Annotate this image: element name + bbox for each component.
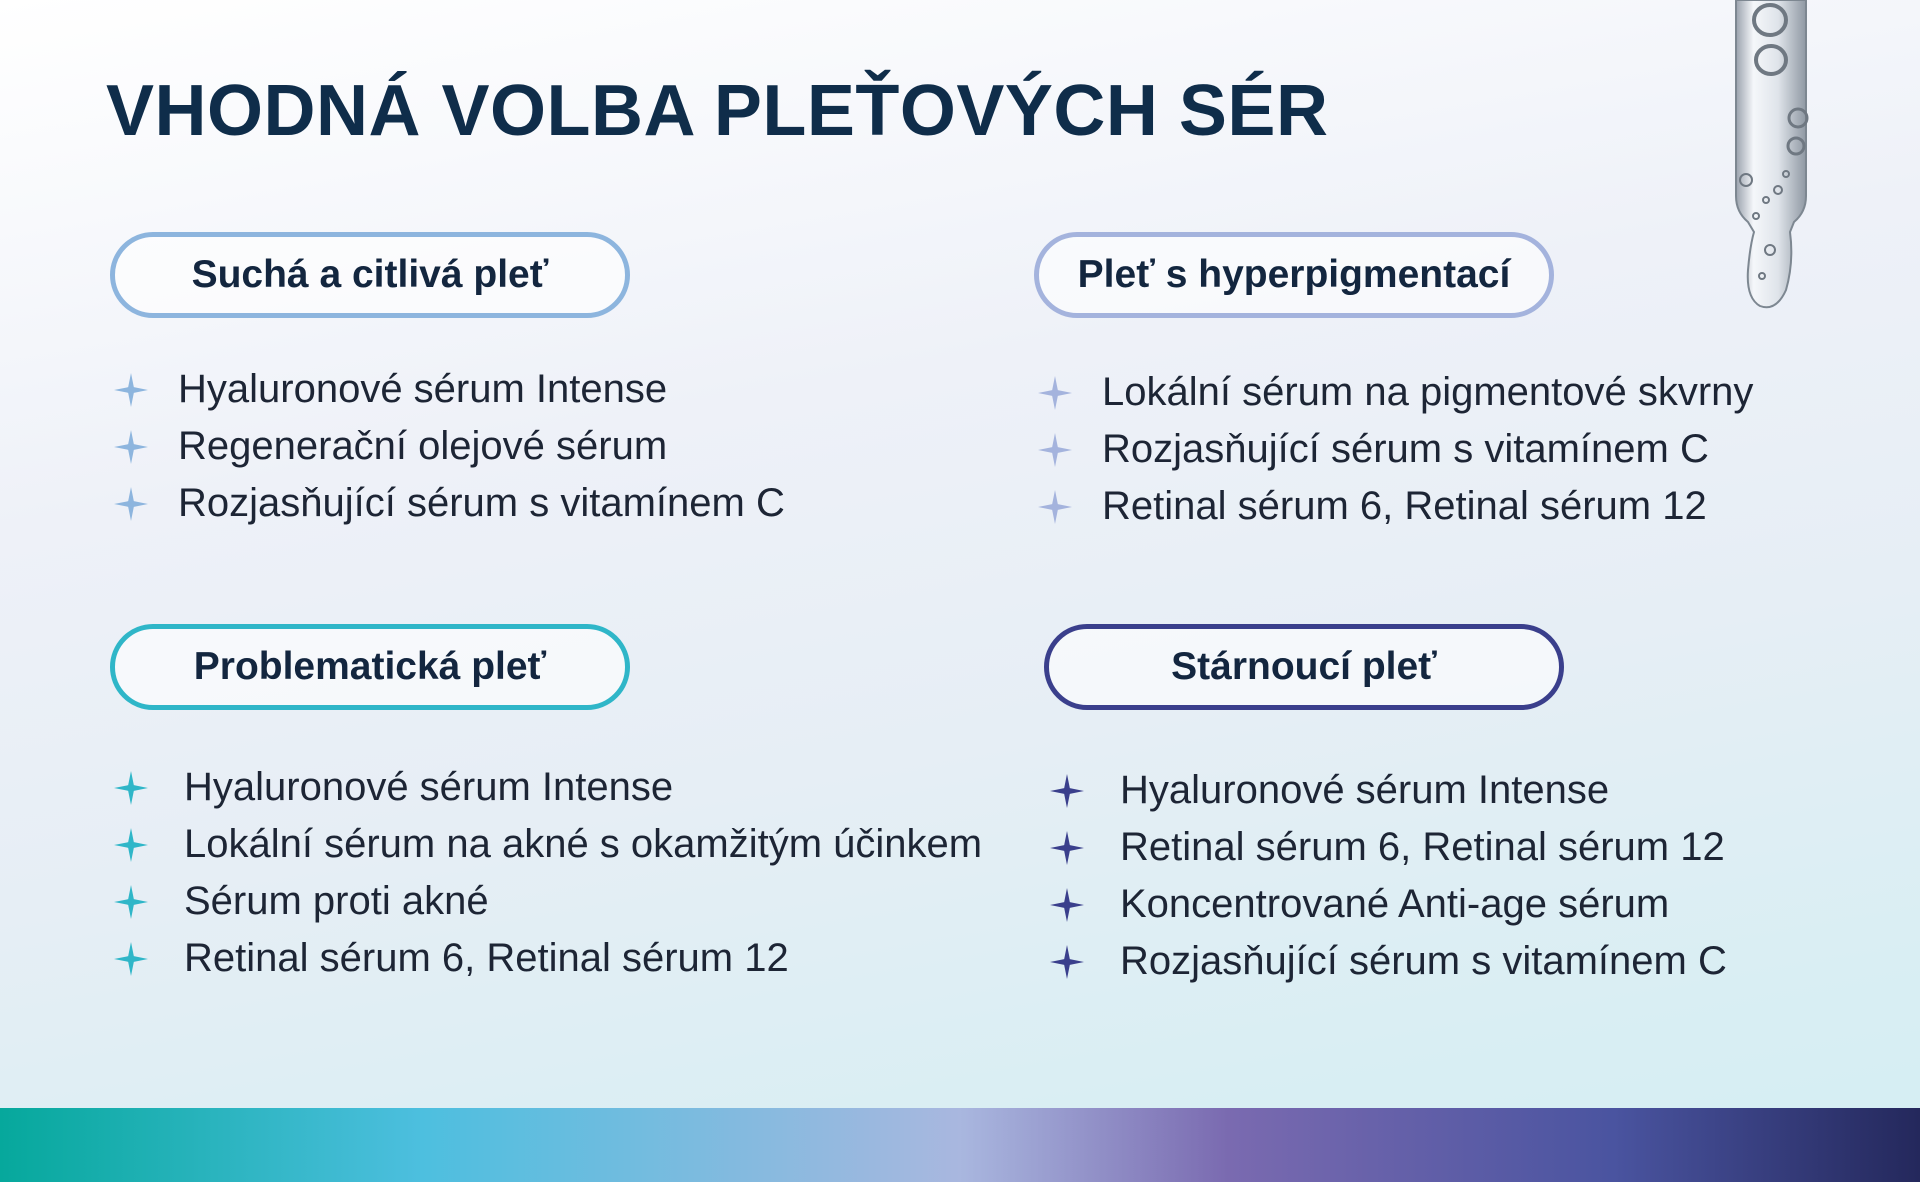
list-item: Lokální sérum na akné s okamžitým účinkem — [114, 816, 982, 873]
list-problematic-skin — [114, 759, 982, 987]
heading-problematic-skin: Problematická pleť — [110, 624, 630, 710]
sparkle-star-icon — [1038, 376, 1072, 410]
list-item: Retinal sérum 6, Retinal sérum 12 — [114, 930, 982, 987]
sparkle-star-icon — [1038, 490, 1072, 524]
list-item: Hyaluronové sérum Intense — [114, 759, 982, 816]
list-item: Rozjasňující sérum s vitamínem C — [114, 475, 785, 532]
list-item: Koncentrované Anti-age sérum — [1050, 876, 1727, 933]
list-item: Retinal sérum 6, Retinal sérum 12 — [1038, 478, 1753, 535]
sparkle-star-icon — [114, 828, 148, 862]
sparkle-star-icon — [114, 487, 148, 521]
sparkle-star-icon — [1050, 945, 1084, 979]
heading-hyperpigmentation-skin: Pleť s hyperpigmentací — [1034, 232, 1554, 318]
page-title: VHODNÁ VOLBA PLEŤOVÝCH SÉR — [106, 71, 1329, 151]
list-dry-sensitive-skin — [114, 361, 785, 532]
list-item: Lokální sérum na pigmentové skvrny — [1038, 364, 1753, 421]
sparkle-star-icon — [114, 942, 148, 976]
list-item: Retinal sérum 6, Retinal sérum 12 — [1050, 819, 1727, 876]
gradient-footer-bar — [0, 1108, 1920, 1182]
list-item: Regenerační olejové sérum — [114, 418, 785, 475]
sparkle-star-icon — [1050, 774, 1084, 808]
list-item: Hyaluronové sérum Intense — [1050, 762, 1727, 819]
heading-aging-skin: Stárnoucí pleť — [1044, 624, 1564, 710]
list-item: Rozjasňující sérum s vitamínem C — [1038, 421, 1753, 478]
sparkle-star-icon — [114, 373, 148, 407]
list-item: Sérum proti akné — [114, 873, 982, 930]
list-aging-skin — [1050, 762, 1727, 990]
heading-dry-sensitive-skin: Suchá a citlivá pleť — [110, 232, 630, 318]
serum-dropper-icon — [1726, 0, 1814, 312]
sparkle-star-icon — [114, 430, 148, 464]
sparkle-star-icon — [1050, 888, 1084, 922]
sparkle-star-icon — [1038, 433, 1072, 467]
list-item: Rozjasňující sérum s vitamínem C — [1050, 933, 1727, 990]
list-hyperpigmentation-skin — [1038, 364, 1753, 535]
sparkle-star-icon — [1050, 831, 1084, 865]
sparkle-star-icon — [114, 885, 148, 919]
sparkle-star-icon — [114, 771, 148, 805]
list-item: Hyaluronové sérum Intense — [114, 361, 785, 418]
